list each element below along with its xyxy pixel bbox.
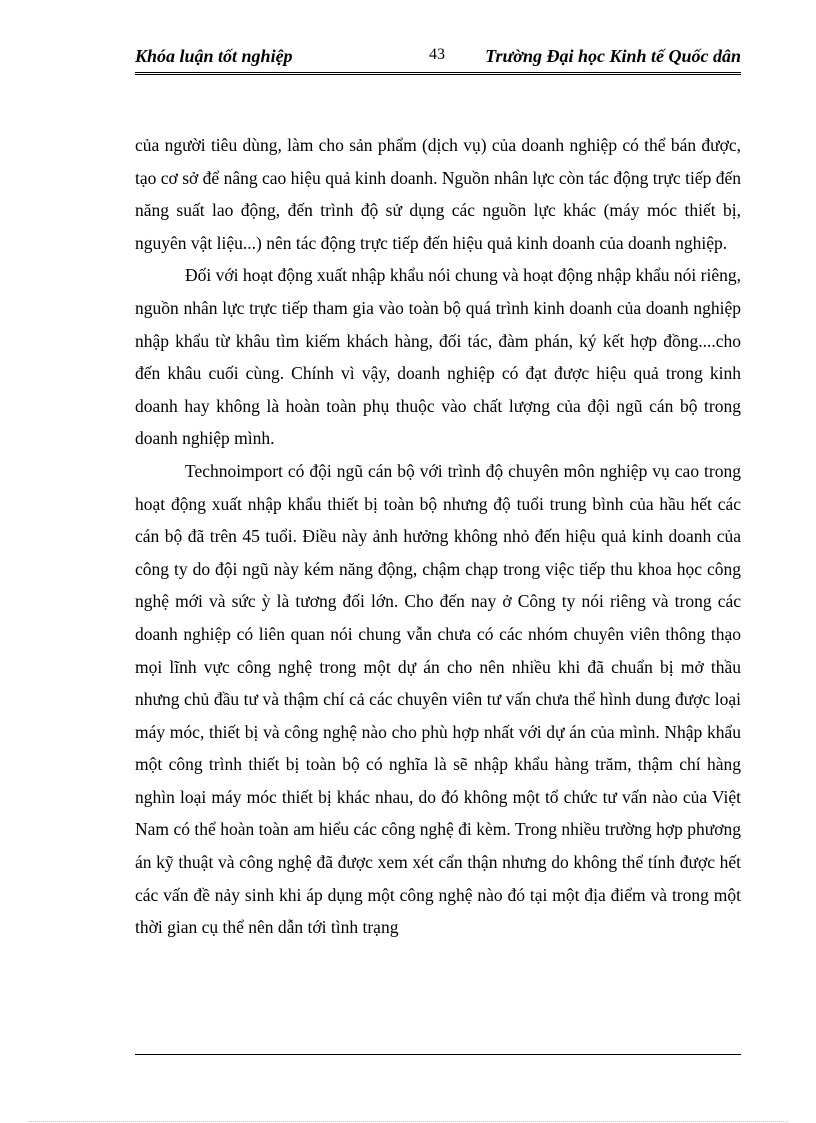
footer-divider — [135, 1054, 741, 1055]
page-edge-divider — [28, 1121, 788, 1122]
paragraph-import-export-staff: Đối với hoạt động xuất nhập khẩu nói chung và hoạt động nhập khẩu nói riêng, nguồn nhân lực trực tiếp tham gia vào toàn bộ quá trình kinh doanh của doanh nghiệp nhập khẩu từ khâu tìm kiếm khách hàng, đối tác, đàm phán, ký kết hợp đồng....cho đến khâu cuối cùng. Chính vì vậy, doanh nghiệp có đạt được hiệu quả trong kinh doanh hay không là hoàn toàn phụ thuộc vào chất lượng của đội ngũ cán bộ trong doanh nghiệp mình. — [135, 265, 741, 449]
body-text — [135, 129, 741, 944]
paragraph-technoimport-staff: Technoimport có đội ngũ cán bộ với trình độ chuyên môn nghiệp vụ cao trong hoạt động xuất nhập khẩu thiết bị toàn bộ nhưng độ tuổi trung bình của hầu hết các cán bộ đã trên 45 tuổi. Điều này ảnh hưởng không nhỏ đến hiệu quả kinh doanh của công ty do đội ngũ này kém năng động, chậm chạp trong việc tiếp thu khoa học công nghệ mới và sức ỳ là tương đối lớn. Cho đến nay ở Công ty nói riêng và trong các doanh nghiệp có liên quan nói chung vẫn chưa có các nhóm chuyên viên thông thạo mọi lĩnh vực công nghệ trong một dự án cho nên nhiều khi đã chuẩn bị mở thầu nhưng chủ đầu tư và thậm chí cả các chuyên viên tư vấn chưa thể hình dung được loại máy móc, thiết bị và công nghệ nào cho phù hợp nhất với dự án của mình. Nhập khẩu một công trình thiết bị toàn bộ có nghĩa là sẽ nhập khẩu hàng trăm, thậm chí hàng nghìn loại máy móc thiết bị khác nhau, do đó không một tổ chức tư vấn nào của Việt Nam có thể hoàn toàn am hiểu các công nghệ đi kèm. Trong nhiều trường hợp phương án kỹ thuật và công nghệ đã được xem xét cẩn thận nhưng do không thể tính được hết các vấn đề nảy sinh khi áp dụng một công nghệ nào đó tại một địa điểm và trong một thời gian cụ thể nên dẫn tới tình trạng — [135, 460, 741, 938]
header-thesis-title: Khóa luận tốt nghiệp — [135, 46, 293, 66]
page-header — [135, 44, 741, 75]
page-number: 43 — [429, 46, 445, 63]
header-university-name: Trường Đại học Kinh tế Quốc dân — [485, 46, 741, 66]
paragraph-continued: của người tiêu dùng, làm cho sản phẩm (dịch vụ) của doanh nghiệp có thể bán được, tạo cơ sở để nâng cao hiệu quả kinh doanh. Nguồn nhân lực còn tác động trực tiếp đến năng suất lao động, đến trình độ sử dụng các nguồn lực khác (máy móc thiết bị, nguyên vật liệu...) nên tác động trực tiếp đến hiệu quả kinh doanh của doanh nghiệp. — [135, 135, 741, 253]
